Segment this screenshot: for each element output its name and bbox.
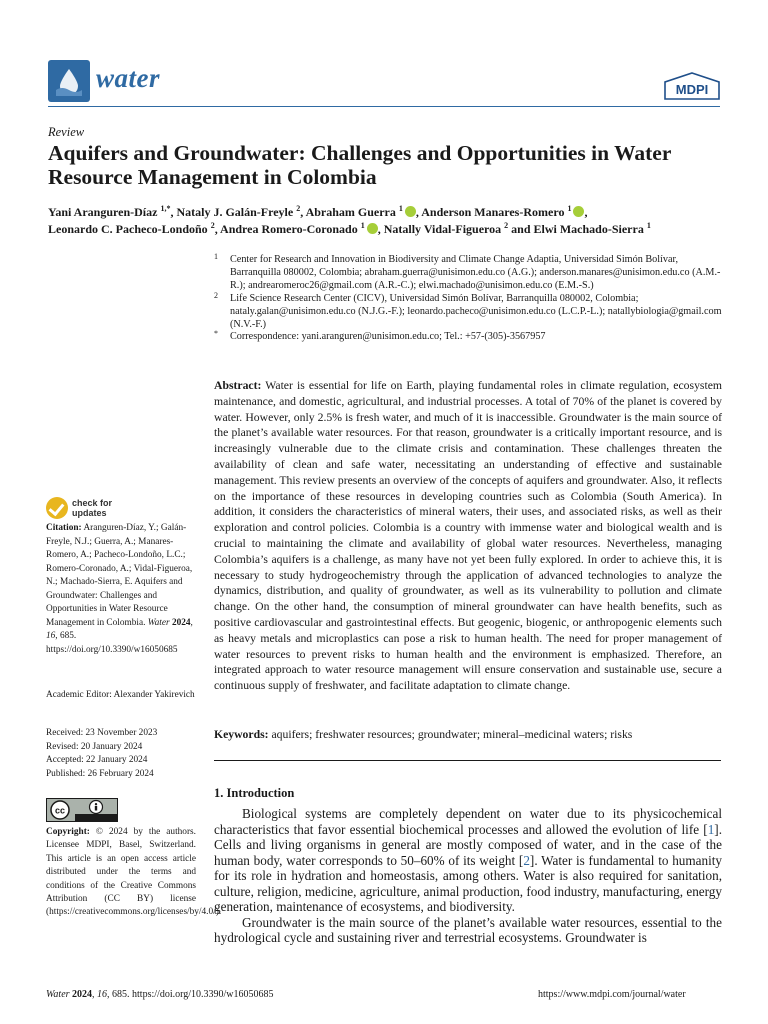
orcid-icon[interactable]: [573, 206, 584, 217]
keywords-label: Keywords:: [214, 728, 269, 741]
footer-citation: Water 2024, 16, 685. https://doi.org/10.3390/w16050685: [46, 989, 274, 1000]
check-for-updates-label: check for updates: [72, 498, 113, 518]
author-affiliation-mark: 1: [646, 220, 651, 230]
orcid-icon[interactable]: [405, 206, 416, 217]
revised-date: Revised: 20 January 2024: [46, 741, 143, 752]
article-title: Aquifers and Groundwater: Challenges and Opportunities in Water Resource Management in Colombia: [48, 141, 671, 189]
check-for-updates-badge[interactable]: [46, 497, 156, 523]
introduction-body: [214, 806, 722, 946]
reference-link[interactable]: 1: [707, 821, 715, 837]
affiliation-mark: *: [214, 329, 218, 339]
accepted-date: Accepted: 22 January 2024: [46, 755, 148, 765]
citation: Citation: Aranguren-Díaz, Y.; Galán-Freyle, N.J.; Guerra, A.; Manares-Romero, A.; Pacheco-Londoño, L.C.; Romero-Coronado, A.; Vidal-Figueroa, N.; Machado-Sierra, E. Aquifers and Groundwater: Challenges and Opportunities in Water Resource Management in Colombia. Water 2024, 16, 685. https://doi.org/10.3390/w16050685: [46, 523, 193, 655]
keywords: [214, 727, 722, 743]
mdpi-logo[interactable]: [664, 72, 720, 100]
affiliation-text: Correspondence: yani.aranguren@unisimon.edu.co; Tel.: +57-(305)-3567957: [230, 331, 546, 343]
author-name: Leonardo C. Pacheco-Londoño $^2$: [48, 220, 215, 236]
author-affiliation-mark: 2: [210, 220, 215, 230]
affiliation-item: [214, 254, 724, 293]
abstract-label: Abstract:: [214, 379, 262, 392]
author-affiliation-mark: 1,*: [160, 204, 171, 213]
intro-paragraph: Biological systems are completely dependent on water due to its physicochemical characteristics that favor essential biochemical processes and allowed the evolution of life [1]. Cells and living organisms in general are mostly composed of water, and in the case of the human body, water corresponds to 50–60% of its weight [2]. Water is fundamental to humanity for its role in hydration and homeostasis, among others. Water is also required for sanitation, culture, religion, medicine, agriculture, animal production, food industry, manufacturing, energy generation, maintenance of ecosystems, and biodiversity.: [214, 806, 723, 914]
abstract-text: Water is essential for life on Earth, playing fundamental roles in climate regulation, ecosystem maintenance, and domestic, agricultural, and industrial processes. A total of 70% of the planet is covered by water. However, only 2.5% is fresh water, and much of it is inaccessible. Groundwater is the main source of the planet’s available water resources. For that reason, groundwater is a critically important resource, and is increasingly vulnerable due to the climate crisis and contamination. These challenges threaten the availability of clean and safe water, necessitating an understanding of effective and sustainable management. This review presents an overview of the concepts of aquifers and groundwater. Also, it reflects on the importance of these resources in developing countries such as Colombia (South America). In addition, it considers the characteristics of mineral waters, their uses, and associated risks, as well as their exploration and control policies. Colombia is a country with immense water and biological wealth and is crucial to maintaining the climate and availability of global water resources. Nevertheless, managing Colombia’s aquifers is a challenge, as many have not yet been fully explored. In order to achieve this, it is necessary to study hydrogeochemistry through the application of advanced technologies to analyze the dynamics, distribution, and quality of groundwater, as well as its vulnerability to pollution and climate change. On the other hand, the consumption of mineral groundwater can have health benefits, such as positive cardiovascular and gastrointestinal effects. But geogenic, biogenic, or anthropogenic elements such as heavy metals and microplastics can pose a risk to human health. The need for proper management of water resources to prevent risks to human health and the environment is emphasized. Therefore, an integrated approach to water resource management will ensure conservation and sustainable use, secure a continuous supply of freshwater, and facilitate adaptation to climate change.: [214, 379, 722, 693]
keywords-text: aquifers; freshwater resources; groundwater; mineral–medicinal waters; risks: [271, 728, 633, 741]
author-affiliation-mark: 1: [398, 204, 403, 213]
author-list: Yani Aranguren-Díaz $^{1,*}$, Nataly J. Galán-Freyle $^2$, Abraham Guerra $^1$ , Anderson Manares-Romero $^1$ , Leonardo C. Pacheco-Londoño $^2$, Andrea Romero-Coronado $^1$ , Natally Vidal-Figueroa $^2$ and Elwi Machado-Sierra $^1$: [48, 204, 651, 236]
author-name: Abraham Guerra $^1$: [306, 205, 416, 219]
check-icon: [46, 497, 68, 519]
author-name: Andrea Romero-Coronado $^1$: [220, 222, 378, 236]
academic-editor: Academic Editor: Alexander Yakirevich: [46, 690, 195, 700]
author-name: Elwi Machado-Sierra $^1$: [533, 220, 651, 236]
abstract: [214, 378, 722, 694]
journal-logo-icon: [48, 60, 90, 102]
affiliation-text: Life Science Research Center (CICV), Universidad Simón Bolívar, Barranquilla 080002, Colombia; nataly.galan@unisimon.edu.co (N.J.G.-F.); leonardo.pacheco@unisimon.edu.co (L.C.P.-L.); natallybiologia@gmail.com (N.V.-F.): [230, 292, 722, 330]
copyright-notice: Copyright: © 2024 by the authors. Licensee MDPI, Basel, Switzerland. This article is an open access article distributed under the terms and conditions of the Creative Commons Attribution (CC BY) license (https://creativecommons.org/licenses/by/4.0/).: [46, 827, 222, 918]
author-affiliation-mark: 1: [567, 204, 572, 213]
article-type: Review: [48, 125, 85, 139]
section-divider: [214, 760, 721, 761]
intro-paragraph: Groundwater is the main source of the planet’s available water resources, essential to the hydrological cycle and sustaining river and terrestrial ecosystems. Groundwater is: [214, 914, 722, 945]
author-affiliation-mark: 2: [296, 204, 301, 213]
journal-name[interactable]: water: [96, 63, 161, 93]
affiliations: [214, 254, 724, 344]
footer-journal-url[interactable]: https://www.mdpi.com/journal/water: [538, 989, 686, 1000]
affiliation-item: [214, 331, 724, 344]
affiliation-text: Center for Research and Innovation in Biodiversity and Climate Change Adaptia, Universidad Simón Bolívar, Barranquilla 080002, Colombia; abraham.guerra@unisimon.edu.co (A.G.); anderson.manares@unisimon.edu.co (A.M.-R.); andrearomeroc26@gmail.com (A.R.-C.); elwi.machado@unisimon.edu.co (E.M.-S.): [230, 254, 721, 291]
citation-label: Citation:: [46, 523, 82, 533]
section-heading-introduction: 1. Introduction: [214, 786, 295, 800]
cc-by-license-icon[interactable]: [46, 798, 118, 822]
copyright-label: Copyright:: [46, 827, 90, 837]
author-affiliation-mark: 1: [360, 220, 365, 230]
published-date: Published: 26 February 2024: [46, 768, 154, 779]
author-name: Nataly J. Galán-Freyle $^2$: [176, 204, 301, 219]
svg-text:cc: cc: [54, 805, 66, 816]
received-date: Received: 23 November 2023: [46, 728, 158, 738]
affiliation-item: [214, 290, 724, 332]
author-affiliation-mark: 2: [504, 220, 509, 230]
publisher-name: MDPI: [675, 82, 709, 97]
orcid-icon[interactable]: [367, 223, 378, 234]
publication-dates: [46, 727, 196, 781]
header-divider: [48, 106, 720, 107]
reference-link[interactable]: 2: [523, 852, 530, 868]
author-name: Natally Vidal-Figueroa $^2$: [383, 220, 509, 236]
affiliation-mark: 2: [214, 290, 218, 300]
affiliation-mark: 1: [214, 252, 218, 261]
citation-doi[interactable]: , 685. https://doi.org/10.3390/w16050685: [46, 631, 178, 655]
author-name: Anderson Manares-Romero $^1$: [421, 205, 584, 219]
author-name: Yani Aranguren-Díaz $^{1,*}$: [48, 204, 171, 219]
